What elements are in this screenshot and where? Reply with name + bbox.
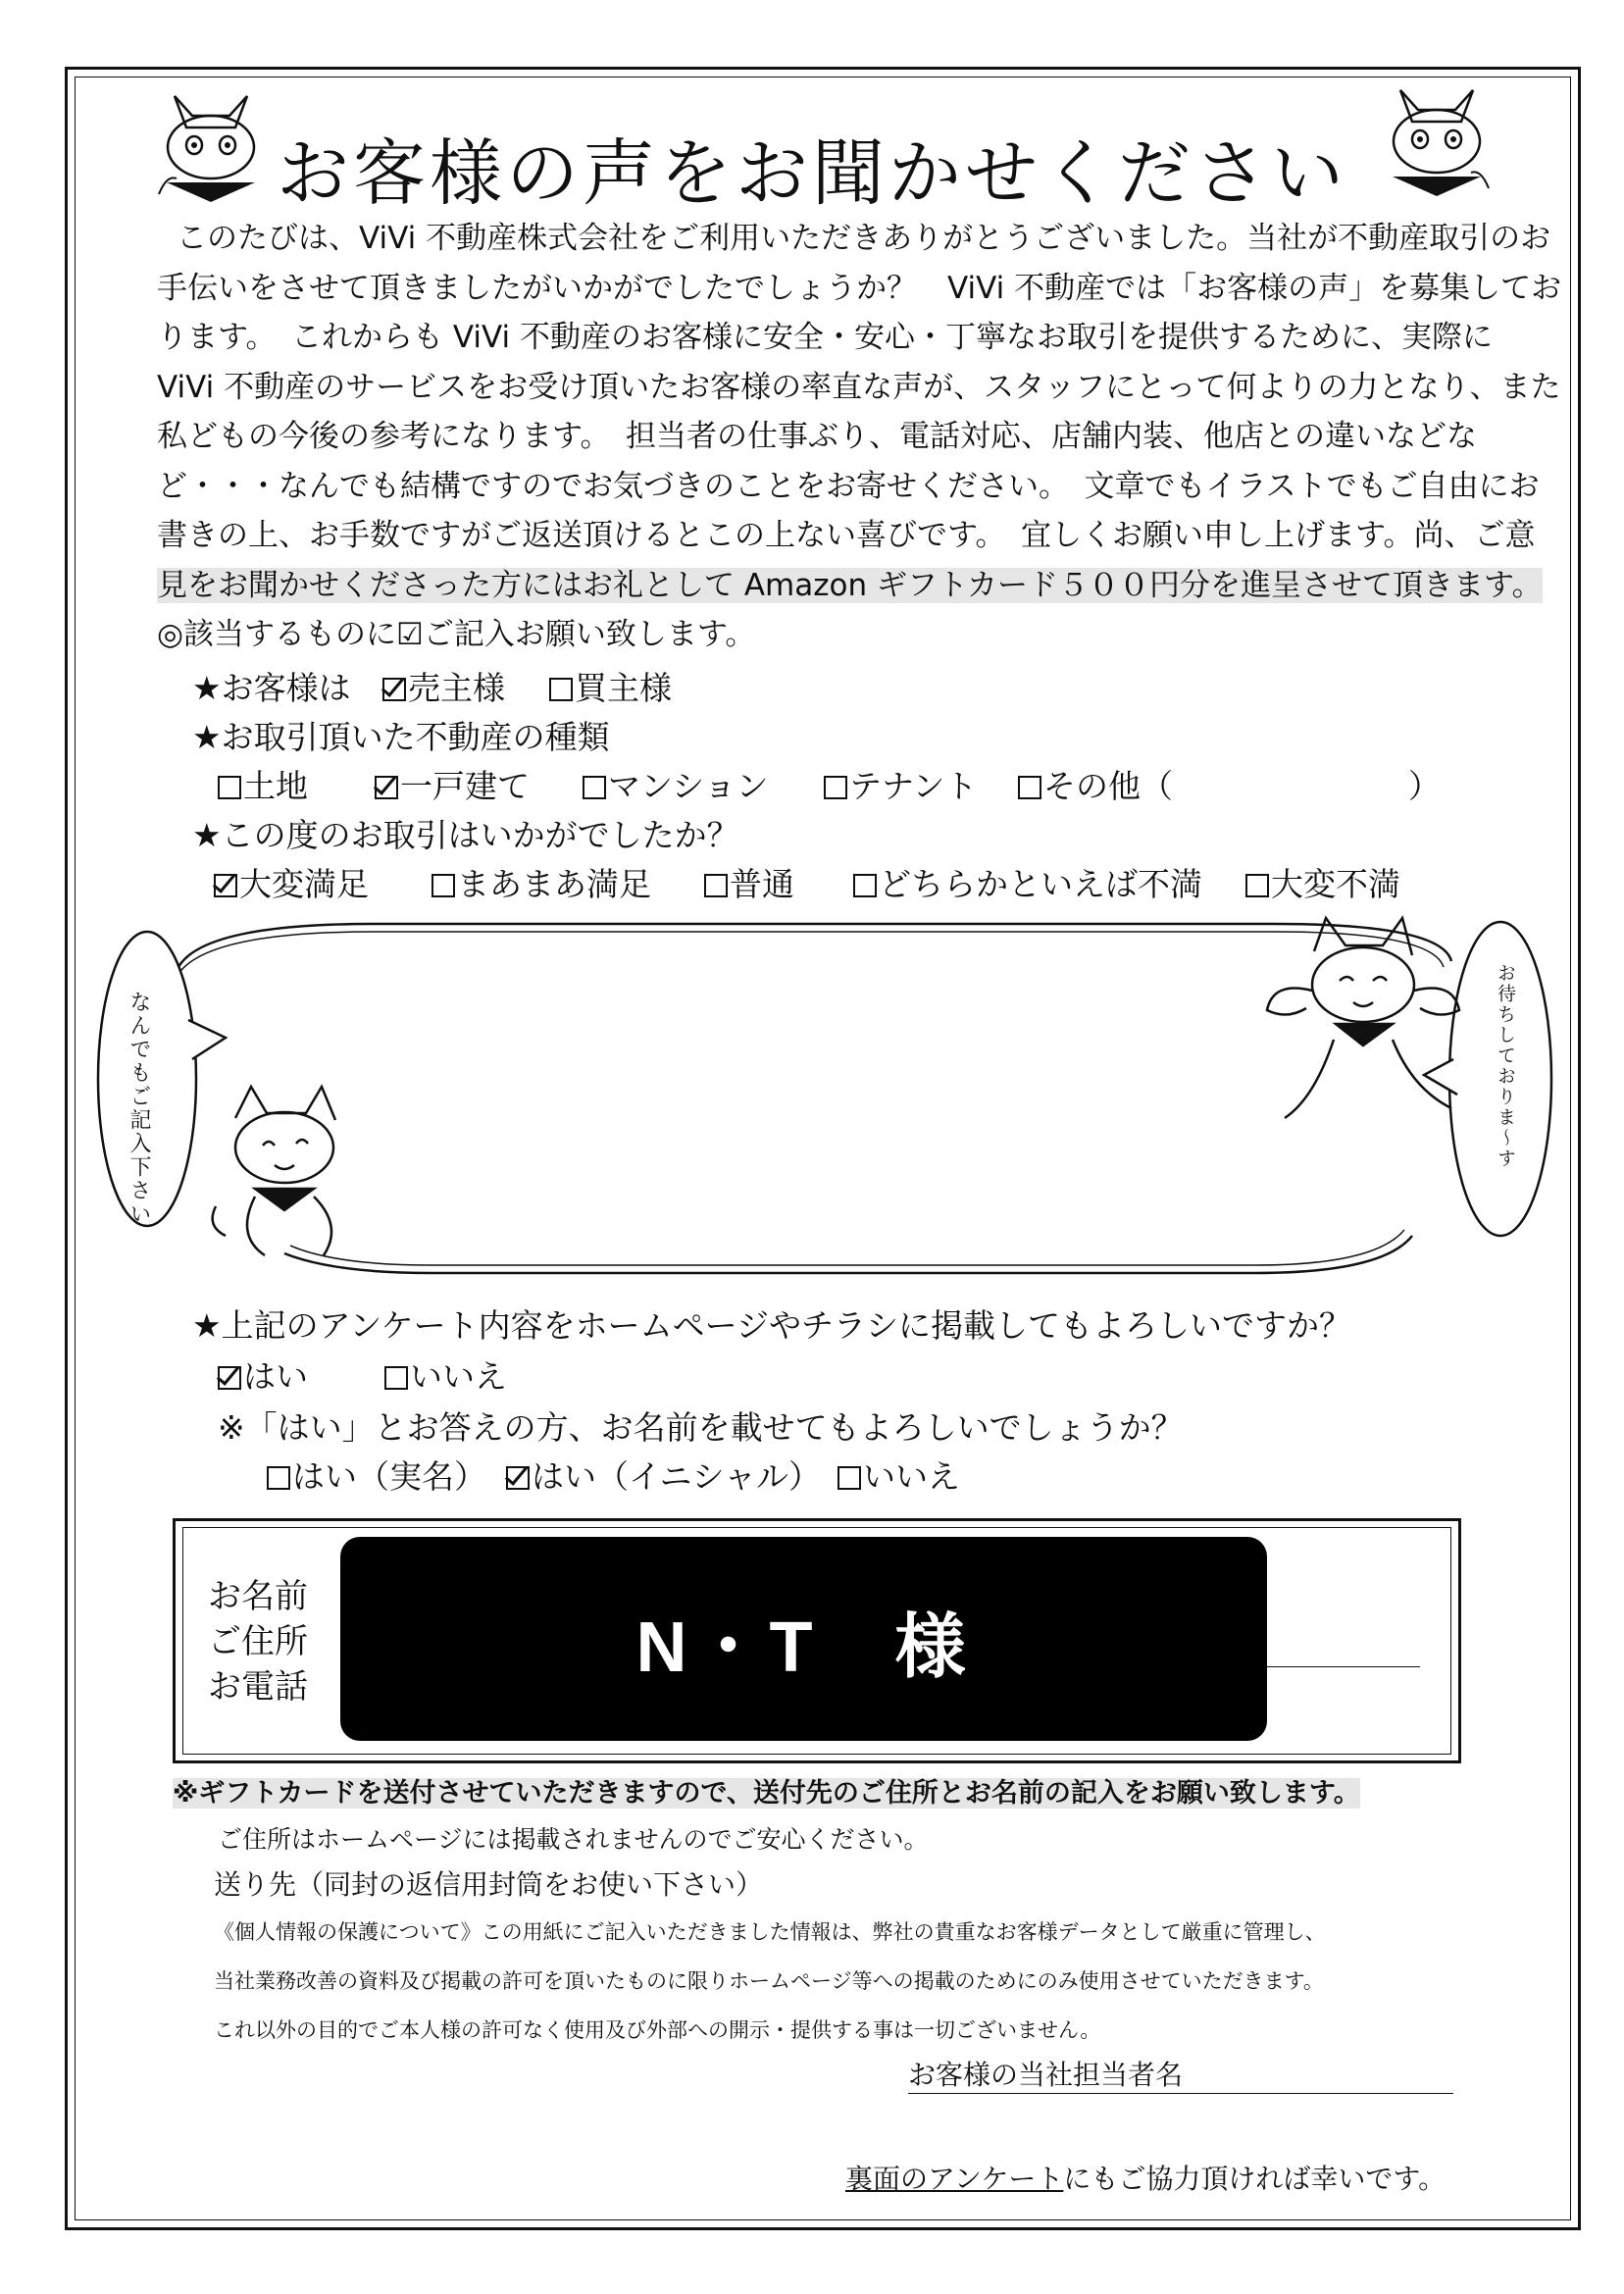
privacy-line: 当社業務改善の資料及び掲載の許可を頂いたものに限りホームページ等への掲載のためにのみ使用させていただきます。 <box>214 1969 1324 1993</box>
instruction-text: ◎該当するものに☑ご記入お願い致します。 <box>157 617 756 652</box>
q2-option-other[interactable]: その他（ <box>1018 761 1173 807</box>
address-line <box>1267 1666 1420 1667</box>
intro-line: 私どもの今後の参考になります。 担当者の仕事ぶり、電話対応、店舗内装、他店との違いなどな <box>157 419 1478 454</box>
checkbox-icon[interactable] <box>837 1466 861 1490</box>
address-privacy-note: ご住所はホームページには掲載されませんのでご安心ください。 <box>218 1825 929 1854</box>
redacted-contact-field[interactable] <box>340 1537 1267 1741</box>
intro-line-gift: 見をお聞かせくださった方にはお礼として Amazon ギフトカード５００円分を進呈させて頂きます。 <box>157 567 1543 603</box>
intro-paragraph <box>157 214 1562 660</box>
checkbox-checked-icon[interactable] <box>506 1466 530 1490</box>
intro-line: ります。 これからも ViVi 不動産のお客様に安全・安心・丁寧なお取引を提供するために、実際に <box>157 320 1493 355</box>
page-title: お客様の声をお聞かせください <box>277 131 1347 216</box>
checkbox-checked-icon[interactable] <box>375 776 398 799</box>
name-value: N・T 様 <box>635 1608 972 1687</box>
q1-option-buyer[interactable]: 買主様 <box>549 663 672 709</box>
staff-name-line[interactable] <box>908 2093 1453 2094</box>
checkbox-icon[interactable] <box>1245 874 1269 897</box>
q5-option-initials[interactable]: はい（イニシャル） <box>506 1452 821 1498</box>
checkbox-icon[interactable] <box>384 1366 408 1390</box>
checkbox-checked-icon[interactable] <box>382 678 406 701</box>
q2-other-close: ） <box>1408 767 1441 805</box>
intro-line: ど・・・なんでも結構ですのでお気づきのことをお寄せください。 文章でもイラストでもご自由にお <box>157 468 1540 504</box>
q2-option-house[interactable]: 一戸建て <box>375 761 530 807</box>
privacy-line: 《個人情報の保護について》この用紙にご記入いただきました情報は、弊社の貴重なお客様データとして厳重に管理し、 <box>214 1920 1326 1944</box>
q4-label: ★上記のアンケート内容をホームページやチラシに掲載してもよろしいですか？ <box>192 1306 1351 1345</box>
staff-name-label: お客様の当社担当者名 <box>908 2059 1184 2091</box>
checkbox-icon[interactable] <box>549 678 573 701</box>
q3-option-somewhat-satisfied[interactable]: まあまあ満足 <box>431 859 651 905</box>
q3-option-very-satisfied[interactable]: 大変満足 <box>214 859 369 905</box>
q2-option-land[interactable]: 土地 <box>218 761 308 807</box>
checkbox-icon[interactable] <box>267 1466 290 1490</box>
back-survey-link[interactable]: 裏面のアンケート <box>845 2163 1064 2195</box>
intro-line: 手伝いをさせて頂きましたがいかがでしたでしょうか？ ViVi 不動産では「お客様の声」を募集してお <box>157 270 1562 306</box>
back-side-note: 裏面のアンケートにもご協力頂ければ幸いです。 <box>845 2163 1446 2195</box>
intro-line: このたびは、ViVi 不動産株式会社をご利用いただきありがとうございました。当社が不動産取引のお <box>177 221 1551 256</box>
q3-option-somewhat-dissatisfied[interactable]: どちらかといえば不満 <box>853 859 1202 905</box>
q3-option-very-dissatisfied[interactable]: 大変不満 <box>1245 859 1400 905</box>
checkbox-icon[interactable] <box>431 874 455 897</box>
checkbox-checked-icon[interactable] <box>214 874 237 897</box>
bubble-right-text: お待ちしておりま～す <box>1495 963 1516 1169</box>
bubble-left-text: なんでもご記入下さい <box>127 991 151 1226</box>
checkbox-checked-icon[interactable] <box>218 1366 241 1390</box>
comment-area-frame <box>78 912 1569 1285</box>
checkbox-icon[interactable] <box>824 776 847 799</box>
q5-option-real-name[interactable]: はい（実名） <box>267 1452 486 1498</box>
q3-label: ★この度のお取引はいかがでしたか？ <box>192 816 739 854</box>
checkbox-icon[interactable] <box>218 776 241 799</box>
q2-option-tenant[interactable]: テナント <box>824 761 977 807</box>
contact-labels <box>208 1574 308 1709</box>
intro-line: ViVi 不動産のサービスをお受け頂いたお客様の率直な声が、スタッフにとって何よりの力となり、また <box>157 369 1561 405</box>
name-label: お名前 <box>208 1577 308 1616</box>
checkbox-icon[interactable] <box>583 776 606 799</box>
checkbox-icon[interactable] <box>1018 776 1041 799</box>
q5-option-no[interactable]: いいえ <box>837 1452 960 1498</box>
gift-card-note: ※ギフトカードを送付させていただきますので、送付先のご住所とお名前の記入をお願い致します。 <box>173 1778 1360 1809</box>
q5-label: ※「はい」とお答えの方、お名前を載せてもよろしいでしょうか？ <box>218 1408 1184 1447</box>
intro-line: 書きの上、お手数ですがご返送頂けるとこの上ない喜びです。 宜しくお願い申し上げます。尚、ご意 <box>157 518 1536 553</box>
q3-option-normal[interactable]: 普通 <box>704 859 794 905</box>
q2-label: ★お取引頂いた不動産の種類 <box>192 718 610 756</box>
phone-label: お電話 <box>208 1667 308 1707</box>
checkbox-icon[interactable] <box>704 874 728 897</box>
checkbox-icon[interactable] <box>853 874 877 897</box>
send-to-note: 送り先（同封の返信用封筒をお使い下さい） <box>214 1868 764 1901</box>
q2-option-mansion[interactable]: マンション <box>583 761 769 807</box>
q1-option-seller[interactable]: 売主様 <box>382 663 505 709</box>
q4-option-yes[interactable]: はい <box>218 1351 308 1398</box>
privacy-line: これ以外の目的でご本人様の許可なく使用及び外部への開示・提供する事は一切ございません。 <box>214 2018 1101 2042</box>
address-label: ご住所 <box>208 1622 308 1661</box>
q4-option-no[interactable]: いいえ <box>384 1351 507 1398</box>
q1-label: ★お客様は <box>192 669 351 707</box>
